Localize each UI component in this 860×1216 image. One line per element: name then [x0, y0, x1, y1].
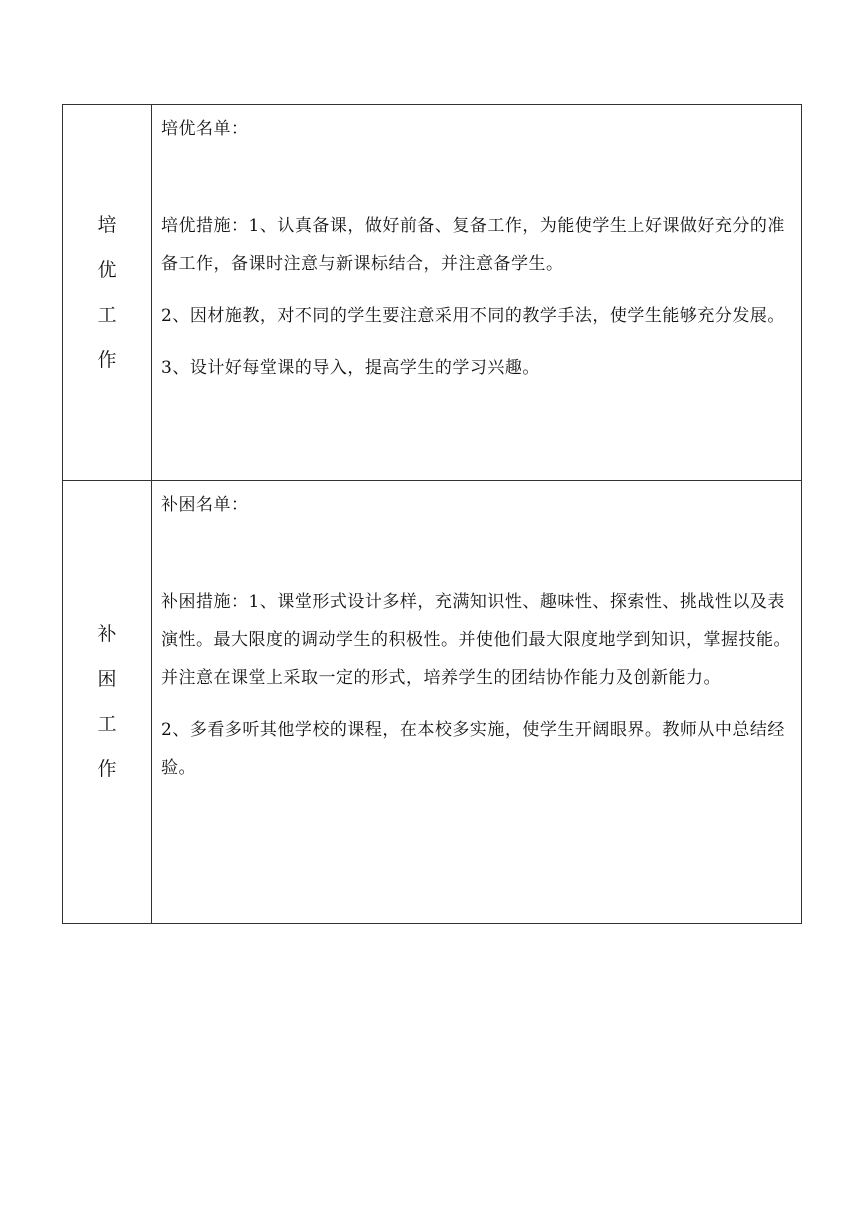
peiyou-label-char: 作 — [97, 348, 117, 371]
bukun-content-cell — [152, 481, 802, 924]
work-plan-table — [62, 104, 802, 924]
bukun-label-char: 补 — [97, 623, 117, 645]
bukun-row — [63, 481, 802, 924]
bukun-label-char: 作 — [97, 758, 117, 780]
peiyou-measure-2: 2、因材施教，对不同的学生要注意采用不同的教学手法，使学生能够充分发展。 — [161, 306, 785, 326]
bukun-label-char: 困 — [97, 668, 117, 690]
peiyou-label — [63, 212, 151, 374]
bukun-name-list: 补困名单： — [161, 495, 249, 515]
peiyou-label-char: 培 — [97, 213, 117, 236]
peiyou-row — [63, 105, 802, 481]
bukun-measure-2: 2、多看多听其他学校的课程，在本校多实施，使学生开阔眼界。教师从中总结经验。 — [161, 720, 785, 778]
peiyou-measure-1: 培优措施：1、认真备课，做好前备、复备工作，为能使学生上好课做好充分的准备工作，备课时注意与新课标结合，并注意备学生。 — [161, 216, 785, 274]
peiyou-name-list: 培优名单： — [161, 119, 249, 139]
peiyou-label-char: 优 — [97, 258, 117, 281]
bukun-label-char: 工 — [97, 713, 117, 735]
peiyou-label-cell — [63, 105, 152, 481]
peiyou-label-char: 工 — [97, 303, 117, 326]
bukun-measure-1: 补困措施：1、课堂形式设计多样，充满知识性、趣味性、探索性、挑战性以及表演性。最大限度的调动学生的积极性。并使他们最大限度地学到知识，掌握技能。并注意在课堂上采取一定的形式，培养学生的团结协作能力及创新能力。 — [161, 592, 791, 688]
peiyou-content-cell — [152, 105, 802, 481]
bukun-label — [63, 621, 151, 783]
bukun-label-cell — [63, 481, 152, 924]
peiyou-measure-3: 3、设计好每堂课的导入，提高学生的学习兴趣。 — [161, 358, 540, 378]
